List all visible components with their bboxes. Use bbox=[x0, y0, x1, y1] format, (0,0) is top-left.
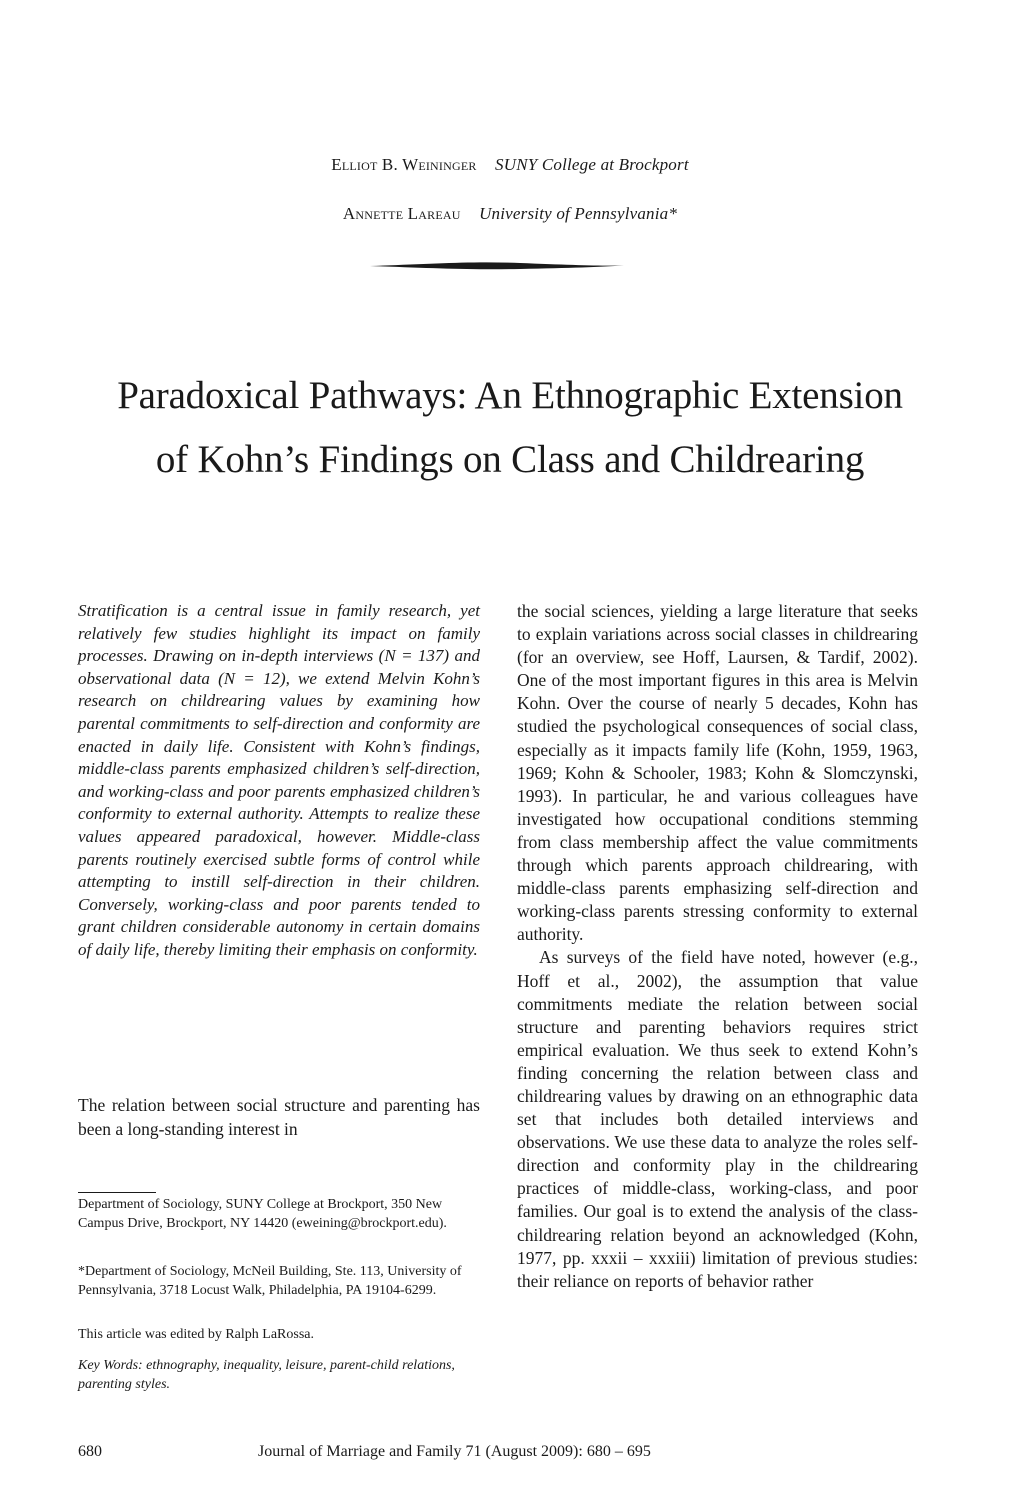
title-ornament-rule bbox=[370, 259, 624, 273]
footnote-affiliation-1 bbox=[78, 1196, 480, 1233]
footnote-editor bbox=[78, 1326, 480, 1345]
footnote-rule bbox=[78, 1192, 156, 1193]
abstract: Stratification is a central issue in family research, yet relatively few studies highlight its impact on family processes. Drawing on in-depth interviews (N = 137) and observational data (N = 12), we extend Melvin Kohn’s research on childrearing values by examining how parental commitments to self-direction and conformity are enacted in daily life. Consistent with Kohn’s findings, middle-class parents emphasized children’s self-direction, and working-class and poor parents emphasized children’s conformity to external authority. Attempts to realize these values appeared paradoxical, however. Middle-class parents routinely exercised subtle forms of control while attempting to instill self-direction in their children. Conversely, working-class and poor parents tended to grant children considerable autonomy in certain domains of daily life, thereby limiting their emphasis on conformity. bbox=[78, 601, 480, 959]
author-name: Elliot B. Weininger bbox=[331, 155, 477, 174]
article-title-line-1: Paradoxical Pathways: An Ethnographic Extension bbox=[117, 374, 903, 417]
author-name: Annette Lareau bbox=[342, 204, 461, 223]
author-line-1 bbox=[0, 155, 1020, 175]
journal-citation: Journal of Marriage and Family 71 (August 2009): 680 – 695 bbox=[258, 1443, 651, 1460]
page-number: 680 bbox=[78, 1443, 102, 1460]
intro-paragraph-start: The relation between social structure and parenting has been a long-standing interest in bbox=[78, 1095, 480, 1139]
footnote-keywords bbox=[78, 1357, 480, 1394]
author-line-2 bbox=[0, 204, 1020, 224]
footnote-text: Department of Sociology, SUNY College at Brockport, 350 New Campus Drive, Brockport, NY 14420 (eweining@brockport.edu). bbox=[78, 1197, 447, 1231]
footnote-text: Key Words: ethnography, inequality, leisure, parent-child relations, parenting styles. bbox=[78, 1358, 455, 1392]
right-column-body bbox=[517, 600, 918, 1293]
body-paragraph-1: the social sciences, yielding a large literature that seeks to explain variations across social classes in childrearing (for an overview, see Hoff, Laursen, & Tardif, 2002). One of the most important figures in this area is Melvin Kohn. Over the course of nearly 5 decades, Kohn has studied the psychological consequences of social class, especially as it impacts family life (Kohn, 1959, 1963, 1969; Kohn & Schooler, 1983; Kohn & Slomczynski, 1993). In particular, he and various colleagues have investigated how occupational conditions stemming from class membership affect the value commitments through which parents approach childrearing, with middle-class parents emphasizing self-direction and working-class parents stressing conformity to external authority. bbox=[517, 601, 918, 945]
author-affiliation: University of Pennsylvania* bbox=[479, 204, 678, 223]
author-affiliation: SUNY College at Brockport bbox=[495, 155, 689, 174]
footnote-affiliation-2 bbox=[78, 1263, 480, 1300]
body-paragraph-2: As surveys of the field have noted, however (e.g., Hoff et al., 2002), the assumption that value commitments mediate the relation between social structure and parenting behaviors requires strict empirical evaluation. We thus seek to extend Kohn’s finding concerning the relation between class and childrearing values by drawing on an ethnographic data set that includes both detailed interviews and observations. We use these data to analyze the roles self-direction and conformity play in the childrearing practices of middle-class, working-class, and poor families. Our goal is to extend the analysis of the class-childrearing relation beyond an acknowledged (Kohn, 1977, pp. xxxii – xxxiii) limitation of previous studies: their reliance on reports of behavior rather bbox=[517, 947, 918, 1291]
footnote-text: *Department of Sociology, McNeil Building, Ste. 113, University of Pennsylvania, 3718 Locust Walk, Philadelphia, PA 19104-6299. bbox=[78, 1264, 462, 1298]
footnote-text: This article was edited by Ralph LaRossa. bbox=[78, 1327, 314, 1342]
article-title-line-2: of Kohn’s Findings on Class and Childrearing bbox=[155, 438, 865, 481]
